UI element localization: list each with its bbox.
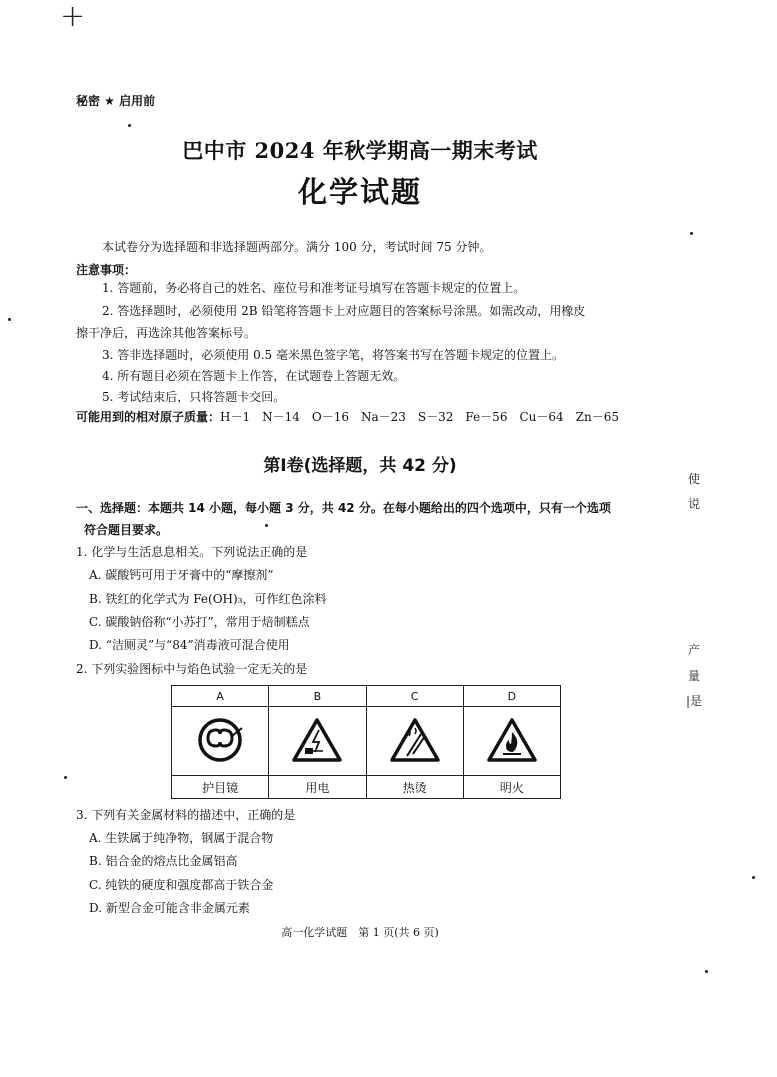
- question-option: C. 纯铁的硬度和强度都高于铁合金: [89, 878, 274, 892]
- icon-label: 热烫: [366, 776, 463, 799]
- scan-speck: [265, 524, 268, 527]
- notice-item: 擦干净后，再选涂其他答案标号。: [76, 326, 257, 340]
- question-option: C. 碳酸钠俗称“小苏打”，常用于焙制糕点: [89, 615, 310, 629]
- question-stem: 2. 下列实验图标中与焰色试验一定无关的是: [76, 662, 308, 676]
- notice-heading: 注意事项：: [76, 263, 137, 277]
- page-footer: 高一化学试题 第 1 页(共 6 页): [281, 926, 439, 939]
- icon-letter: A: [172, 686, 269, 707]
- icon-label: 用电: [269, 776, 366, 799]
- part-instructions: [76, 497, 611, 541]
- question-option: A. 生铁属于纯净物，钢属于混合物: [89, 831, 274, 845]
- question-option: D. 新型合金可能含非金属元素: [89, 901, 250, 915]
- question-option: B. 铝合金的熔点比金属铝高: [89, 854, 238, 868]
- icon-letter: C: [366, 686, 463, 707]
- icon-letter: D: [463, 686, 560, 707]
- atomic-mass-label: 可能用到的相对原子质量：: [76, 410, 221, 424]
- exam-title: 巴中市 2024 年秋学期高一期末考试: [182, 138, 538, 163]
- icon-letter: B: [269, 686, 366, 707]
- atomic-mass-line: [76, 408, 619, 425]
- bleed-text: 使: [688, 472, 701, 486]
- bleed-text: 说: [688, 497, 701, 511]
- notice-item: 1. 答题前，务必将自己的姓名、座位号和准考证号填写在答题卡规定的位置上。: [102, 281, 526, 295]
- notice-item: 2. 答选择题时，必须使用 2B 铅笔将答题卡上对应题目的答案标号涂黑。如需改动，用橡皮: [102, 304, 586, 318]
- scan-speck: [128, 124, 131, 127]
- question-option: D. “洁厕灵”与“84”消毒液可混合使用: [89, 638, 290, 652]
- scan-speck: [8, 318, 11, 321]
- part-instructions-line1: 一、选择题：本题共 14 小题，每小题 3 分，共 42 分。在每小题给出的四个选项中，只有一个选项: [76, 501, 611, 515]
- bleed-text: 量: [688, 669, 701, 683]
- notice-item: 3. 答非选择题时，必须使用 0.5 毫米黑色签字笔，将答案书写在答题卡规定的位置上。: [102, 348, 564, 362]
- icon-label: 明火: [463, 776, 560, 799]
- hot-surface-icon: [366, 707, 463, 776]
- scan-speck: [690, 232, 693, 235]
- subject-title: 化学试题: [297, 175, 422, 209]
- section-title: 第Ⅰ卷(选择题，共 42 分): [263, 456, 457, 476]
- registration-mark: +: [60, 0, 86, 34]
- question-option: B. 铁红的化学式为 Fe(OH)₃，可作红色涂料: [89, 592, 327, 606]
- exam-intro: 本试卷分为选择题和非选择题两部分。满分 100 分，考试时间 75 分钟。: [102, 240, 492, 254]
- question-option: A. 碳酸钙可用于牙膏中的“摩擦剂”: [89, 568, 274, 582]
- notice-item: 5. 考试结束后，只将答题卡交回。: [102, 390, 286, 404]
- notice-item: 4. 所有题目必须在答题卡上作答，在试题卷上答题无效。: [102, 369, 406, 383]
- goggles-icon: [172, 707, 269, 776]
- electricity-icon: [269, 707, 366, 776]
- confidential-label: 秘密 ★ 启用前: [76, 94, 156, 108]
- bleed-text: |是: [686, 694, 703, 708]
- part-instructions-line2: 符合题目要求。: [84, 523, 169, 537]
- scan-speck: [64, 776, 67, 779]
- open-flame-icon: [463, 707, 560, 776]
- scan-speck: [705, 970, 708, 973]
- lab-icon-table: [171, 685, 561, 799]
- scan-speck: [752, 876, 755, 879]
- icon-label: 护目镜: [172, 776, 269, 799]
- question-stem: 1. 化学与生活息息相关。下列说法正确的是: [76, 545, 308, 559]
- atomic-mass-values: H－1 N－14 O－16 Na－23 S－32 Fe－56 Cu－64 Zn－65: [220, 410, 619, 424]
- question-stem: 3. 下列有关金属材料的描述中，正确的是: [76, 808, 296, 822]
- bleed-text: 产: [688, 643, 701, 657]
